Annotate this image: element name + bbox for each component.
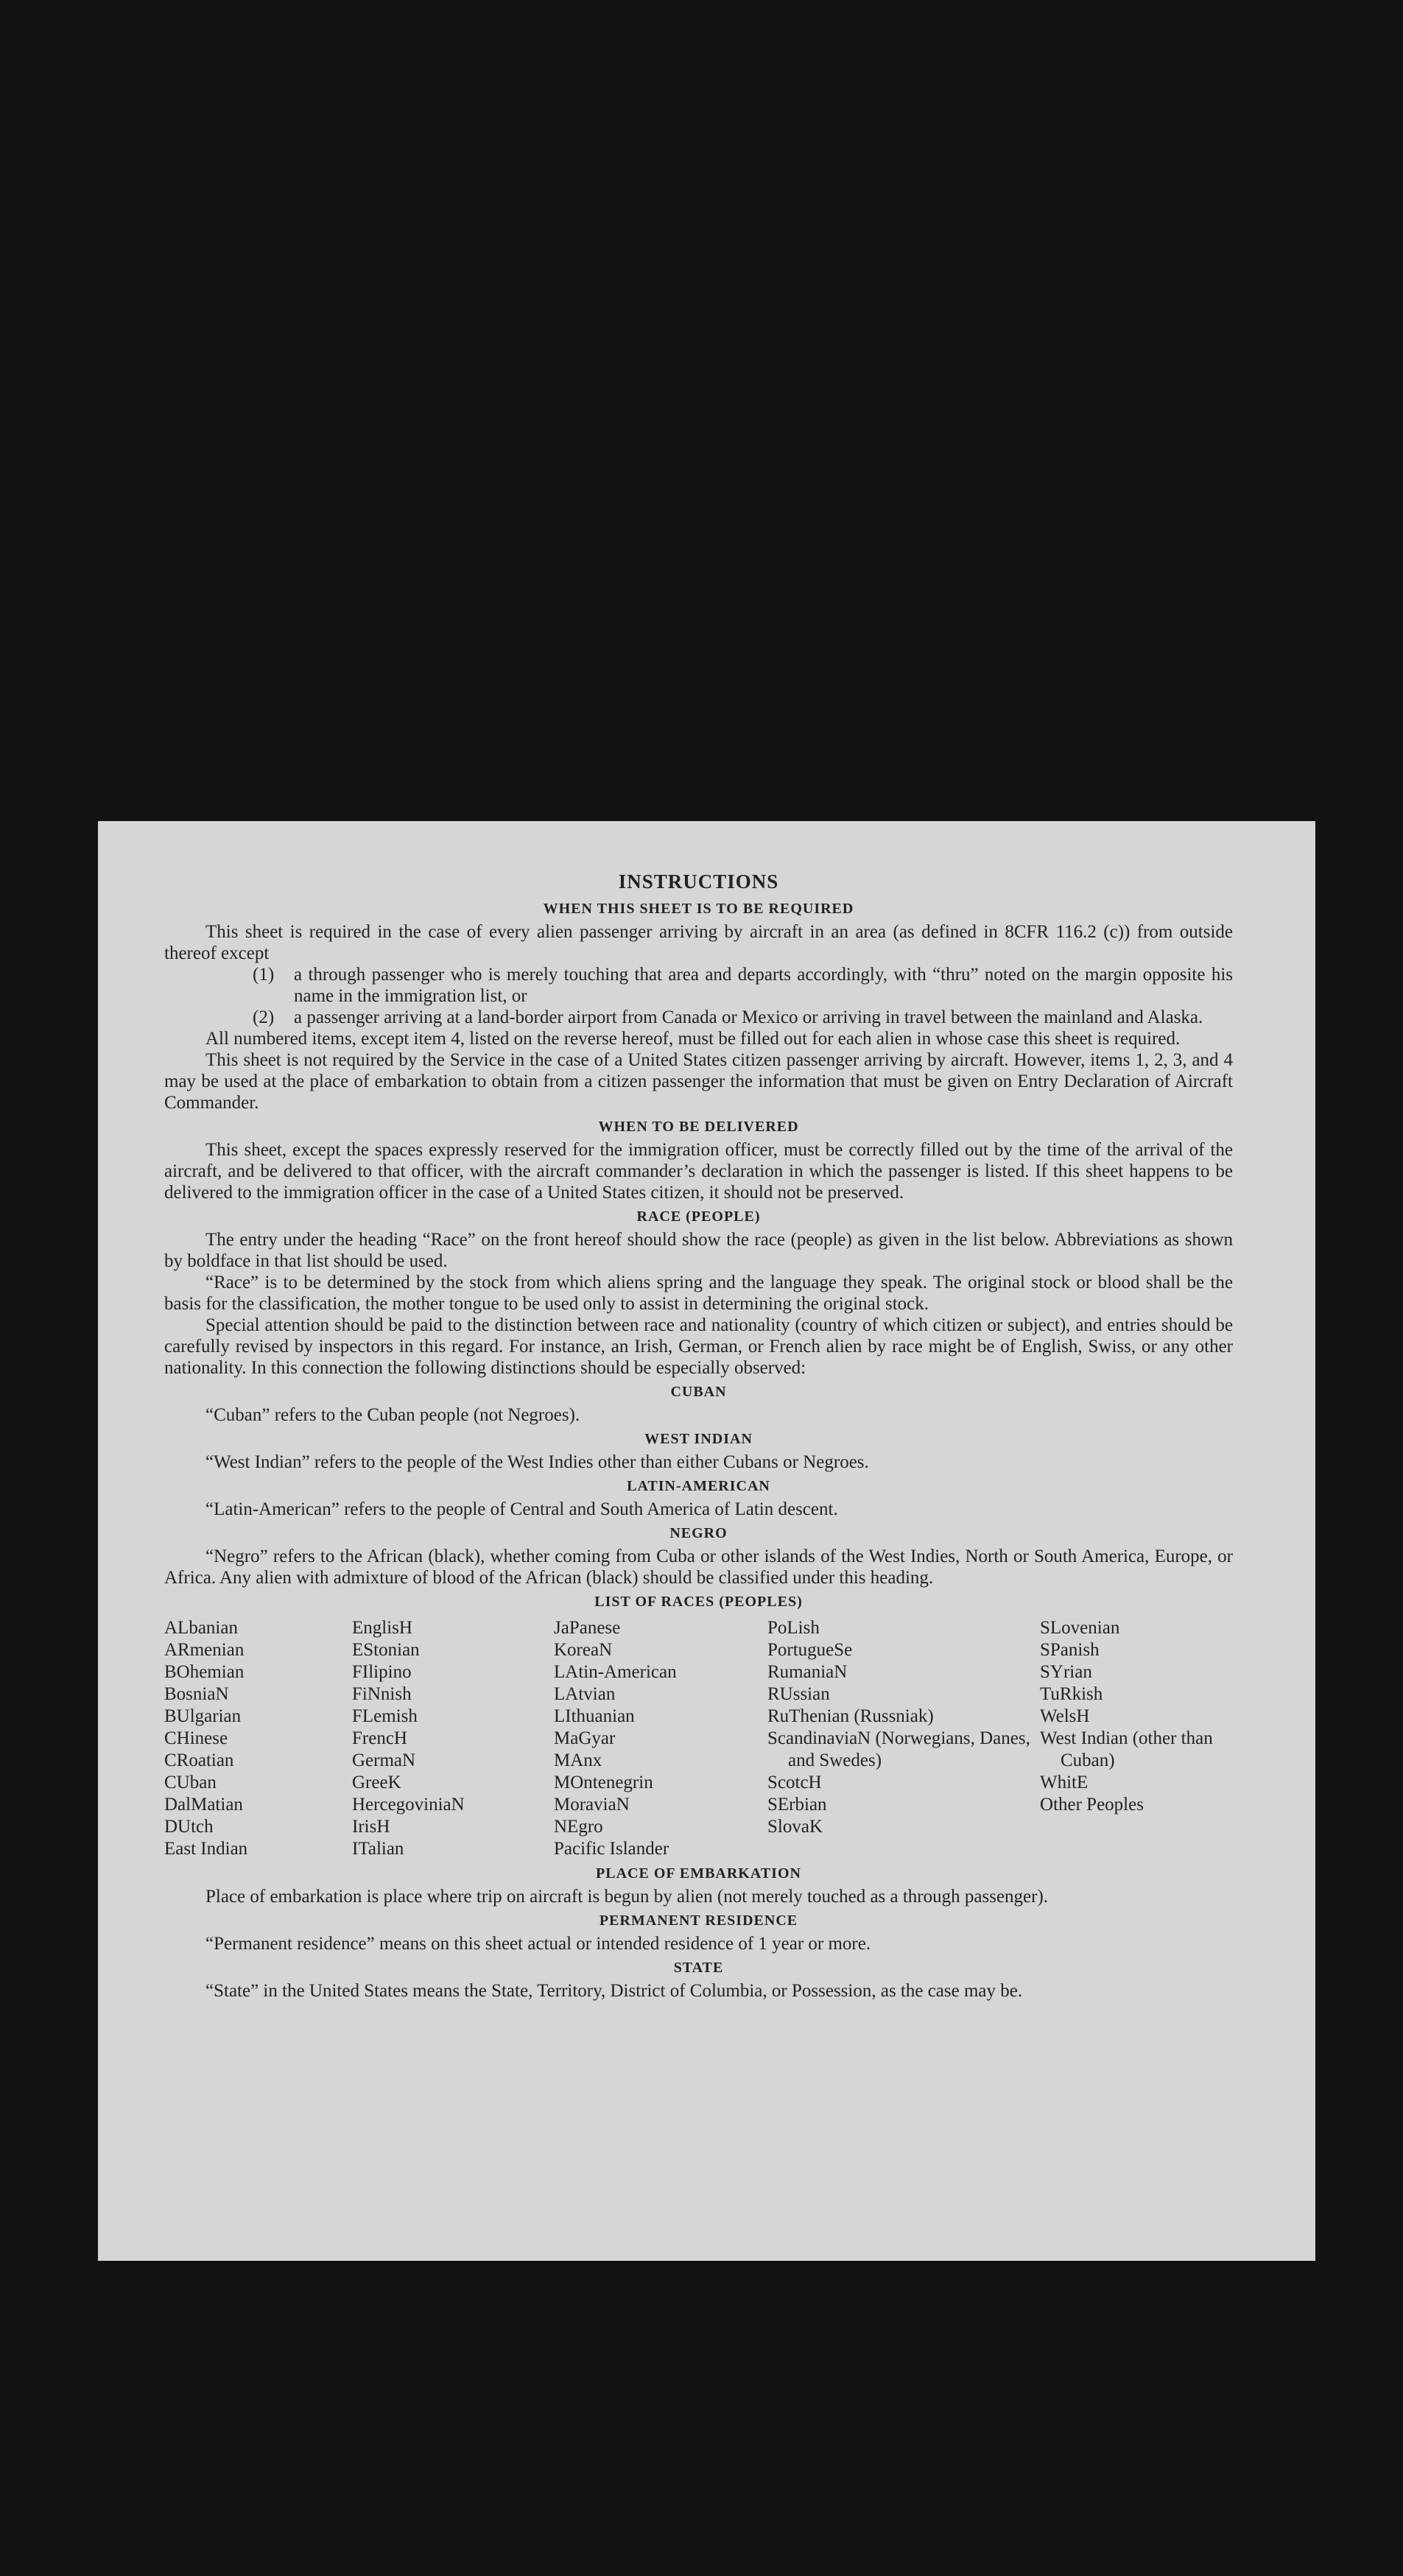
embarkation-paragraph: Place of embarkation is place where trip on aircraft is begun by alien (not merely touched as a through passenger). — [205, 1887, 1049, 1907]
race-entry: BOhemian — [164, 1662, 245, 1682]
race-entry: JaPanese — [554, 1618, 621, 1638]
race-entry: SLovenian — [1040, 1618, 1120, 1638]
race-entry: NEgro — [554, 1817, 603, 1837]
race-entry: KoreaN — [554, 1640, 613, 1660]
race-entry: RuThenian (Russniak) — [767, 1706, 934, 1726]
race-entry: HercegoviniaN — [352, 1795, 465, 1815]
race-entry: TuRkish — [1040, 1684, 1103, 1704]
heading-when-delivered: WHEN TO BE DELIVERED — [598, 1119, 799, 1135]
item-number: (2) — [253, 1007, 275, 1027]
race-paragraph-3: Special attention should be paid to the distinction between race and nationality (country of which citizen or subject), and entries should be carefully revised by inspectors in this regard. For instance, an Irish, German, or French alien by race might be of English, Swiss, or any other nationality. In this connection the following distinctions should be especially observed: — [164, 1315, 1233, 1378]
race-entry: ARmenian — [164, 1640, 245, 1660]
item-text: a through passenger who is merely touching that area and departs accordingly, with “thru” noted on the margin opposite his name in the immigration list, or — [294, 965, 1233, 1006]
race-entry: FiNnish — [352, 1684, 412, 1704]
race-entry: DUtch — [164, 1817, 214, 1837]
race-column-2 — [352, 1617, 554, 1860]
negro-paragraph: “Negro” refers to the African (black), whether coming from Cuba or other islands of the West Indies, North or South America, Europe, or Africa. Any alien with admixture of blood of the African (black) should be classified under this heading. — [164, 1546, 1233, 1588]
race-entry: MoraviaN — [554, 1795, 630, 1815]
race-entry: MAnx — [554, 1750, 602, 1770]
race-entry: ScandinaviaN (Norwegians, Danes, and Swedes) — [767, 1728, 1030, 1770]
heading-list-of-races: LIST OF RACES (PEOPLES) — [594, 1594, 803, 1610]
race-entry: PortugueSe — [767, 1640, 853, 1660]
race-entry: LIthuanian — [554, 1706, 635, 1726]
heading-cuban: CUBAN — [670, 1384, 727, 1400]
race-entry: East Indian — [164, 1839, 248, 1859]
race-entry: MaGyar — [554, 1728, 616, 1748]
race-entry: CHinese — [164, 1728, 228, 1748]
instruction-sheet — [98, 821, 1315, 2261]
race-entry: ALbanian — [164, 1618, 238, 1638]
race-entry: SYrian — [1040, 1662, 1092, 1682]
cuban-paragraph: “Cuban” refers to the Cuban people (not Negroes). — [205, 1405, 580, 1425]
race-entry: CRoatian — [164, 1750, 234, 1770]
heading-race: RACE (PEOPLE) — [636, 1208, 761, 1225]
race-entry: GreeK — [352, 1773, 401, 1792]
residence-paragraph: “Permanent residence” means on this sheet actual or intended residence of 1 year or more. — [205, 1934, 871, 1954]
exception-item-1 — [253, 964, 1233, 1007]
race-column-5 — [1040, 1617, 1233, 1860]
race-entry: WhitE — [1040, 1773, 1089, 1792]
intro-paragraph: This sheet is required in the case of every alien passenger arriving by aircraft in an area (as defined in 8CFR 116.2 (c)) from outside thereof except — [164, 922, 1233, 963]
race-column-4 — [767, 1617, 1040, 1860]
race-entry: IrisH — [352, 1817, 390, 1837]
heading-latin-american: LATIN-AMERICAN — [627, 1478, 770, 1494]
race-entry: CUban — [164, 1773, 217, 1792]
race-entry: DalMatian — [164, 1795, 243, 1815]
race-entry: SErbian — [767, 1795, 827, 1815]
race-entry: FLemish — [352, 1706, 418, 1726]
race-entry: GermaN — [352, 1750, 416, 1770]
numbered-items-paragraph: All numbered items, except item 4, listed on the reverse hereof, must be filled out for each alien in whose case this sheet is required. — [205, 1029, 1181, 1049]
race-entry: SPanish — [1040, 1640, 1100, 1660]
race-entry: ITalian — [352, 1839, 404, 1859]
heading-state: STATE — [673, 1960, 724, 1976]
west-indian-paragraph: “West Indian” refers to the people of the West Indies other than either Cubans or Negroes. — [205, 1452, 869, 1472]
race-entry: FrencH — [352, 1728, 407, 1748]
race-column-3 — [554, 1617, 767, 1860]
race-paragraph-2: “Race” is to be determined by the stock from which aliens spring and the language they speak. The original stock or blood shall be the basis for the classification, the mother tongue to be used only to assist in determining the original stock. — [164, 1273, 1233, 1314]
heading-west-indian: WEST INDIAN — [644, 1431, 753, 1447]
heading-embarkation: PLACE OF EMBARKATION — [596, 1865, 801, 1882]
race-entry: RumaniaN — [767, 1662, 848, 1682]
item-text: a passenger arriving at a land-border airport from Canada or Mexico or arriving in travel between the mainland and Alaska. — [294, 1007, 1203, 1027]
race-column-1 — [164, 1617, 352, 1860]
race-entry: FIlipino — [352, 1662, 412, 1682]
race-entry: SlovaK — [767, 1817, 823, 1837]
latin-american-paragraph: “Latin-American” refers to the people of Central and South America of Latin descent. — [205, 1499, 838, 1519]
race-entry: ScotcH — [767, 1773, 822, 1792]
race-entry: BUlgarian — [164, 1706, 242, 1726]
item-number: (1) — [253, 965, 275, 985]
heading-when-required: WHEN THIS SHEET IS TO BE REQUIRED — [543, 901, 854, 917]
race-entry: Other Peoples — [1040, 1795, 1144, 1815]
race-paragraph-1: The entry under the heading “Race” on the front hereof should show the race (people) as given in the list below. Abbreviations as shown by boldface in that list should be used. — [164, 1230, 1233, 1271]
exception-item-2 — [253, 1007, 1233, 1028]
race-entry: WelsH — [1040, 1706, 1090, 1726]
race-entry: BosniaN — [164, 1684, 229, 1704]
race-entry: EnglisH — [352, 1618, 412, 1638]
race-entry: Pacific Islander — [554, 1839, 669, 1859]
race-entry: RUssian — [767, 1684, 830, 1704]
race-entry: LAtin-American — [554, 1662, 677, 1682]
page-title: INSTRUCTIONS — [618, 870, 779, 893]
race-entry: PoLish — [767, 1618, 820, 1638]
delivered-paragraph: This sheet, except the spaces expressly reserved for the immigration officer, must be correctly filled out by the time of the arrival of the aircraft, and be delivered to that officer, with the aircraft commander’s declaration in which the passenger is listed. If this sheet happens to be delivered to the immigration officer in the case of a United States citizen, it should not be preserved. — [164, 1140, 1233, 1203]
race-entry: West Indian (other than Cuban) — [1040, 1728, 1213, 1770]
state-paragraph: “State” in the United States means the State, Territory, District of Columbia, or Possession, as the case may be. — [205, 1981, 1023, 2001]
race-entry: MOntenegrin — [554, 1773, 653, 1792]
heading-negro: NEGRO — [669, 1525, 728, 1541]
citizen-paragraph: This sheet is not required by the Service in the case of a United States citizen passenger arriving by aircraft. However, items 1, 2, 3, and 4 may be used at the place of embarkation to obtain from a citizen passenger the information that must be given on Entry Declaration of Aircraft Commander. — [164, 1050, 1233, 1113]
heading-permanent-residence: PERMANENT RESIDENCE — [599, 1912, 798, 1929]
race-entry: LAtvian — [554, 1684, 616, 1704]
race-entry: EStonian — [352, 1640, 420, 1660]
race-list — [164, 1617, 1233, 1860]
